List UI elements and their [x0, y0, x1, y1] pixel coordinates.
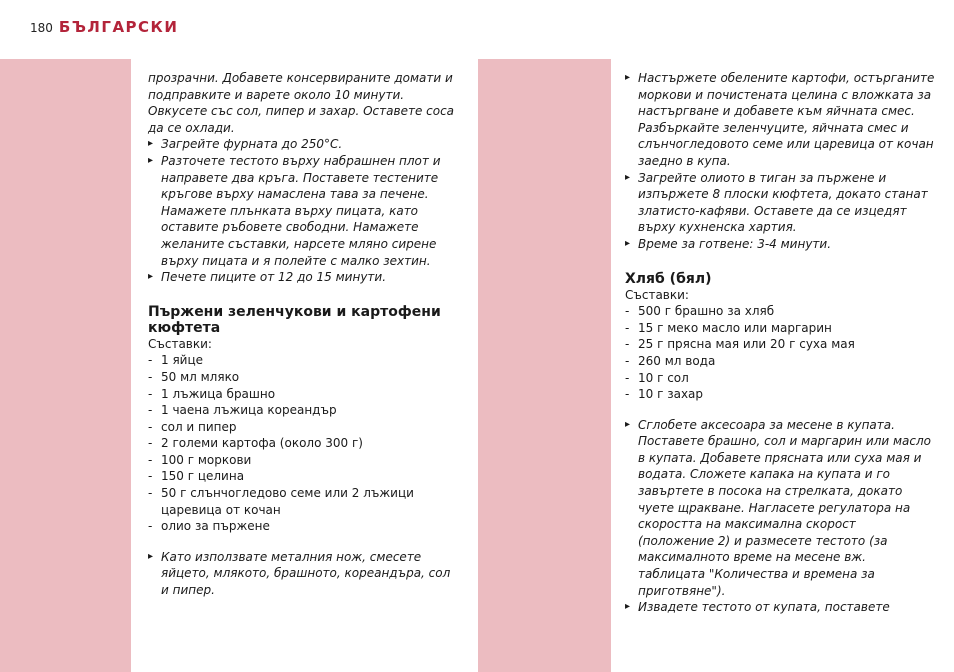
ingredient-item: - 150 г целина	[148, 468, 458, 485]
recipe-title: Хляб (бял)	[625, 270, 712, 287]
ingredient-item: - 10 г захар	[625, 386, 935, 403]
ingredient-item: - 50 г слънчогледово семе или 2 лъжици царевица от кочан	[148, 485, 458, 518]
pizza-step: ▸ Разточете тестото върху набрашнен плот и направете два кръга. Поставете тестените кръгове върху намаслена тава за печене. Намажете плънката върху пицата, като оставите ръбовете свободни. Намажете желаните съставки, нарсете мляно сирене върху пицата и я полейте с малко зехтин.	[148, 153, 458, 269]
page-number: 180	[30, 21, 53, 35]
ingredients-label: Съставки:	[625, 287, 689, 302]
bread-step: ▸ Извадете тестото от купата, поставете	[625, 599, 935, 616]
ingredient-item: - олио за пържене	[148, 518, 458, 535]
recipe-step: ▸ Настържете обелените картофи, остърганите моркови и почистената целина с вложката за настъргване и добавете към яйчната смес. Разбъркайте зеленчуците, яйчната смес и слънчогледовото семе или царевица от кочан заедно в купа.	[625, 70, 935, 170]
pizza-step: ▸ Загрейте фурната до 250°C.	[148, 136, 458, 153]
ingredient-item: - 10 г сол	[625, 370, 935, 387]
bread-step: ▸ Сглобете аксесоара за месене в купата. Поставете брашно, сол и маргарин или масло в купата. Добавете прясната или суха мая и водата. Сложете капака на купата и го завъртете в посока на стрелката, докато чуете щракване. Нагласете регулатора на скоростта на максимална скорост (положение 2) и размесете тестото (за максималното време на месене вж. таблицата "Количества и времена за приготвяне").	[625, 417, 935, 600]
ingredient-item: - 260 мл вода	[625, 353, 935, 370]
ingredient-item: - 500 г брашно за хляб	[625, 303, 935, 320]
ingredient-item: - 1 чаена лъжица кореандър	[148, 402, 458, 419]
pizza-step: ▸ Печете пиците от 12 до 15 минути.	[148, 269, 458, 286]
ingredient-item: - 25 г прясна мая или 20 г суха мая	[625, 336, 935, 353]
ingredient-item: - 15 г меко масло или маргарин	[625, 320, 935, 337]
ingredient-item: - 100 г моркови	[148, 452, 458, 469]
page-header	[30, 18, 178, 40]
right-pink-band	[478, 59, 611, 672]
language-title: БЪЛГАРСКИ	[58, 18, 179, 36]
left-pink-band	[0, 59, 131, 672]
ingredient-item: - 2 големи картофа (около 300 г)	[148, 435, 458, 452]
ingredient-item: - сол и пипер	[148, 419, 458, 436]
left-column	[148, 70, 458, 599]
recipe-title: Пържени зеленчукови и картофени кюфтета	[148, 303, 441, 336]
ingredients-label: Съставки:	[148, 336, 212, 351]
recipe-step: ▸ Време за готвене: 3-4 минути.	[625, 236, 935, 253]
right-column	[625, 70, 935, 616]
intro-continued-text: прозрачни. Добавете консервираните домати и подправките и варете около 10 минути. Овкусете със сол, пипер и захар. Оставете соса да се охлади.	[148, 71, 455, 135]
ingredient-item: - 1 яйце	[148, 352, 458, 369]
recipe-step: ▸ Загрейте олиото в тиган за пържене и изпържете 8 плоски кюфтета, докато станат златисто-кафяви. Оставете да се изцедят върху кухненска хартия.	[625, 170, 935, 236]
ingredient-item: - 1 лъжица брашно	[148, 386, 458, 403]
ingredient-item: - 50 мл мляко	[148, 369, 458, 386]
recipe-step: ▸ Като използвате металния нож, смесете яйцето, млякото, брашното, кореандъра, сол и пипер.	[148, 549, 458, 599]
